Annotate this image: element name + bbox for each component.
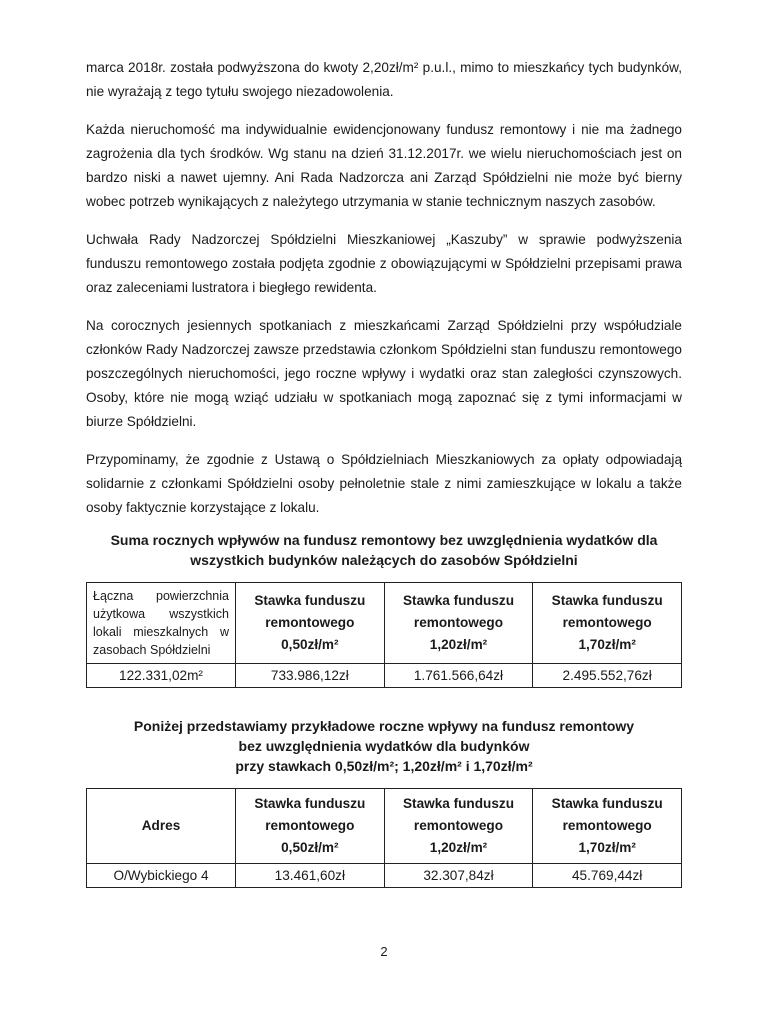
table2-title-line2: bez uwzględnienia wydatków dla budynków: [238, 738, 530, 754]
table-cell: 2.495.552,76zł: [533, 664, 682, 688]
table-cell: 32.307,84zł: [384, 864, 533, 888]
table-cell: 733.986,12zł: [236, 664, 385, 688]
rate-header: [384, 583, 533, 664]
rate-header-line1: Stawka funduszu: [254, 593, 366, 608]
rate-header-line2: remontowego: [265, 615, 355, 630]
paragraph: Uchwała Rady Nadzorczej Spółdzielni Mieszkaniowej „Kaszuby” w sprawie podwyższenia funduszu remontowego została podjęta zgodnie z obowiązującymi w Spółdzielni przepisami prawa oraz zaleceniami lustratora i biegłego rewidenta.: [86, 232, 682, 295]
document-page: [86, 56, 682, 888]
rate-header-line2: remontowego: [265, 818, 355, 833]
rate-header-line1: Stawka funduszu: [254, 796, 366, 811]
table2: [86, 788, 682, 888]
rate-header: [533, 583, 682, 664]
table1-title-line2: wszystkich budynków należących do zasobów Spółdzielni: [190, 552, 578, 568]
table1-title: [86, 530, 682, 570]
rate-header-line2: remontowego: [562, 818, 652, 833]
rate-header-line1: Stawka funduszu: [402, 796, 514, 811]
rate-value: 1,70zł/m²: [578, 637, 636, 652]
table-header-row: [87, 583, 682, 664]
rate-header: [384, 789, 533, 864]
paragraph: Przypominamy, że zgodnie z Ustawą o Spółdzielniach Mieszkaniowych za opłaty odpowiadają solidarnie z członkami Spółdzielni osoby pełnoletnie stale z nimi zamieszkujące w lokalu a także osoby faktycznie korzystające z lokalu.: [86, 452, 682, 515]
table2-title-line1: Poniżej przedstawiamy przykładowe roczne wpływy na fundusz remontowy: [133, 718, 635, 734]
rate-header-line2: remontowego: [562, 615, 652, 630]
rate-header: [236, 583, 385, 664]
area-header: Łączna powierzchnia użytkowa wszystkich lokali mieszkalnych w zasobach Spółdzielni: [87, 583, 236, 664]
rate-header-line1: Stawka funduszu: [551, 593, 663, 608]
rate-value: 1,20zł/m²: [429, 637, 488, 652]
table-cell: 45.769,44zł: [533, 864, 682, 888]
paragraph: Każda nieruchomość ma indywidualnie ewidencjonowany fundusz remontowy i nie ma żadnego zagrożenia dla tych środków. Wg stanu na dzień 31.12.2017r. we wielu nieruchomościach jest on bardzo niski a nawet ujemny. Ani Rada Nadzorcza ani Zarząd Spółdzielni nie może być bierny wobec potrzeb wynikających z należytego utrzymania w stanie technicznym naszych zasobów.: [86, 122, 682, 209]
address-header: Adres: [87, 789, 236, 864]
rate-header: [533, 789, 682, 864]
table2-title: [86, 716, 682, 776]
paragraph: Na corocznych jesiennych spotkaniach z mieszkańcami Zarząd Spółdzielni przy współudziale członków Rady Nadzorczej zawsze przedstawia członkom Spółdzielni stan funduszu remontowego poszczególnych nieruchomości, jego roczne wpływy i wydatki oraz stan zaległości czynszowych. Osoby, które nie mogą wziąć udziału w spotkaniach mogą zapoznać się z tymi informacjami w biurze Spółdzielni.: [86, 318, 682, 429]
rate-header-line2: remontowego: [413, 818, 504, 833]
rate-header: [236, 789, 385, 864]
paragraph: marca 2018r. została podwyższona do kwoty 2,20zł/m² p.u.l., mimo to mieszkańcy tych budynków, nie wyrażają z tego tytułu swojego niezadowolenia.: [86, 60, 682, 99]
rate-value: 1,70zł/m²: [578, 840, 636, 855]
table-cell: O/Wybickiego 4: [87, 864, 236, 888]
table1: [86, 582, 682, 688]
page-number: 2: [380, 944, 388, 959]
table-header-row: [87, 789, 682, 864]
rate-value: 1,20zł/m²: [429, 840, 488, 855]
rate-header-line1: Stawka funduszu: [551, 796, 663, 811]
rate-value: 0,50zł/m²: [281, 840, 339, 855]
table-cell: 1.761.566,64zł: [384, 664, 533, 688]
table2-title-line3: przy stawkach 0,50zł/m²; 1,20zł/m² i 1,70zł/m²: [235, 758, 533, 774]
rate-value: 0,50zł/m²: [281, 637, 339, 652]
table1-title-line1: Suma rocznych wpływów na fundusz remontowy bez uwzględnienia wydatków dla: [110, 532, 658, 548]
table-row: [87, 864, 682, 888]
table-cell: 122.331,02m²: [87, 664, 236, 688]
table-cell: 13.461,60zł: [236, 864, 385, 888]
rate-header-line2: remontowego: [413, 615, 504, 630]
rate-header-line1: Stawka funduszu: [402, 593, 514, 608]
table-row: [87, 664, 682, 688]
